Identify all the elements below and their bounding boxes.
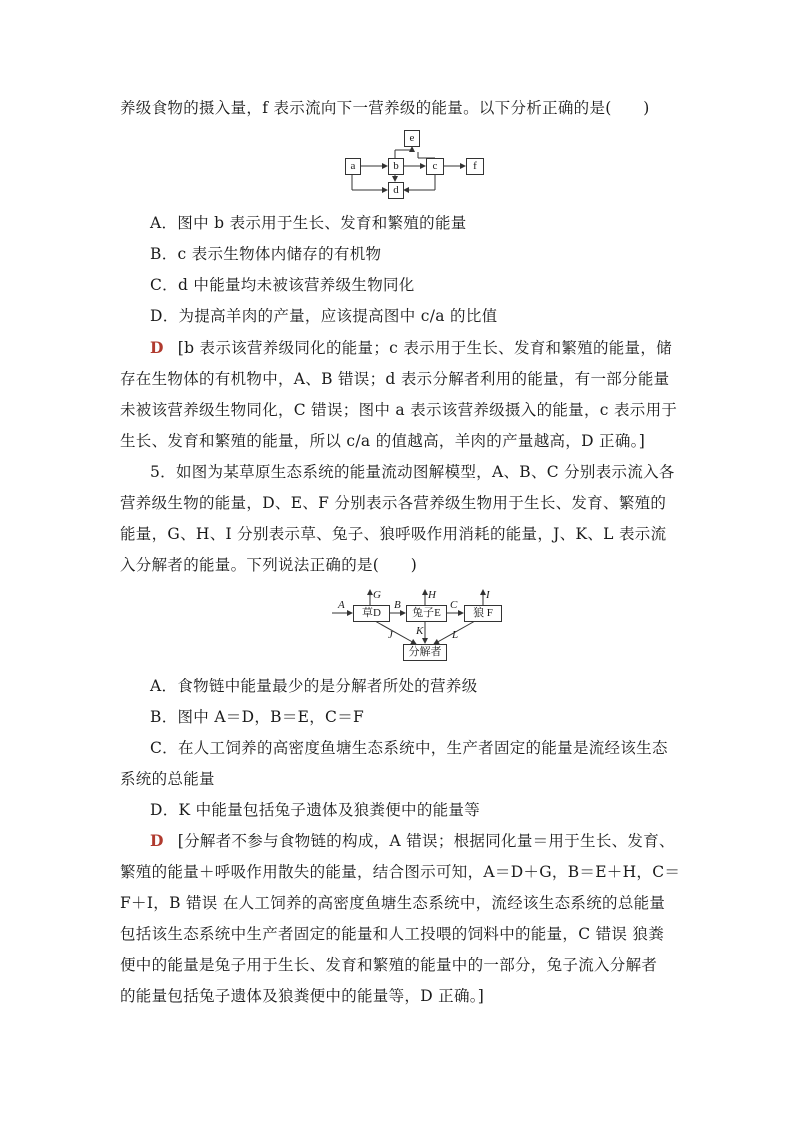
node-grass: 草D xyxy=(353,605,390,622)
node-e: e xyxy=(404,130,420,147)
label-K: K xyxy=(416,625,424,637)
label-G: G xyxy=(373,589,381,601)
label-A: A xyxy=(338,599,345,611)
q5-option-a: A．食物链中能量最少的是分解者所处的营养级 xyxy=(150,677,478,695)
q5-stem-line-2: 营养级生物的能量，D、E、F 分别表示各营养级生物用于生长、发育、繁殖的 xyxy=(120,494,667,512)
q5-stem-line-3: 能量，G、H、I 分别表示草、兔子、狼呼吸作用消耗的能量，J、K、L 表示流 xyxy=(120,525,667,543)
q4-option-b: B．c 表示生物体内储存的有机物 xyxy=(150,245,382,263)
question-intro-line: 养级食物的摄入量，f 表示流向下一营养级的能量。以下分析正确的是( ) xyxy=(120,99,650,117)
q5-option-d: D．K 中能量包括兔子遗体及狼粪便中的能量等 xyxy=(150,801,481,819)
q5-explanation-line-4: 包括该生态系统中生产者固定的能量和人工投喂的饲料中的能量，C 错误 狼粪 xyxy=(120,925,665,943)
q4-answer-letter: D xyxy=(150,338,164,357)
node-f: f xyxy=(466,158,484,175)
q5-option-c-line-2: 系统的总能量 xyxy=(120,770,215,788)
node-rabbit: 兔子E xyxy=(406,605,447,622)
q5-energy-flow-diagram xyxy=(330,585,510,665)
q5-explanation-line-5: 便中的能量是兔子用于生长、发育和繁殖的能量中的一部分，兔子流入分解者 xyxy=(120,956,658,974)
q5-explanation-line-6: 的能量包括兔子遗体及狼粪便中的能量等，D 正确。] xyxy=(120,987,485,1005)
node-wolf: 狼 F xyxy=(464,605,502,622)
label-B: B xyxy=(394,599,401,611)
label-C: C xyxy=(450,599,458,611)
q5-explanation-line-1 xyxy=(150,831,684,851)
q5-option-b: B．图中 A＝D，B＝E，C＝F xyxy=(150,708,365,726)
q5-option-c-line-1: C．在人工饲养的高密度鱼塘生态系统中，生产者固定的能量是流经该生态 xyxy=(150,739,668,757)
label-L: L xyxy=(452,629,459,641)
node-d: d xyxy=(388,182,404,199)
node-c: c xyxy=(426,158,444,175)
q5-explanation-text-1: [分解者不参与食物链的构成，A 错误；根据同化量＝用于生长、发育、 xyxy=(177,832,675,850)
q4-explanation-line-3: 未被该营养级生物同化，C 错误；图中 a 表示该营养级摄入的能量，c 表示用于 xyxy=(120,401,678,419)
node-a: a xyxy=(345,158,361,175)
q4-explanation-line-4: 生长、发育和繁殖的能量，所以 c/a 的值越高，羊肉的产量越高，D 正确。] xyxy=(120,432,646,450)
q5-stem-line-1: 5．如图为某草原生态系统的能量流动图解模型，A、B、C 分别表示流入各 xyxy=(150,463,675,481)
q5-answer-letter: D xyxy=(150,831,164,850)
label-J: J xyxy=(388,629,393,641)
node-decomposer: 分解者 xyxy=(403,644,447,661)
q4-explanation-text-1: [b 表示该营养级同化的能量；c 表示用于生长、发育和繁殖的能量，储 xyxy=(177,339,672,357)
q5-explanation-line-2: 繁殖的能量＋呼吸作用散失的能量，结合图示可知，A＝D＋G，B＝E＋H，C＝ xyxy=(120,863,681,881)
q4-option-d: D．为提高羊肉的产量，应该提高图中 c/a 的比值 xyxy=(150,307,498,325)
q5-explanation-line-3: F＋I，B 错误 在人工饲养的高密度鱼塘生态系统中，流经该生态系统的总能量 xyxy=(120,894,666,912)
node-b: b xyxy=(388,158,404,175)
q4-option-c: C．d 中能量均未被该营养级生物同化 xyxy=(150,276,415,294)
label-I: I xyxy=(486,589,490,601)
q4-option-a: A．图中 b 表示用于生长、发育和繁殖的能量 xyxy=(150,214,467,232)
q4-explanation-line-1 xyxy=(150,338,684,358)
label-H: H xyxy=(428,589,436,601)
q4-explanation-line-2: 存在生物体的有机物中，A、B 错误；d 表示分解者利用的能量，有一部分能量 xyxy=(120,370,670,388)
q5-stem-line-4: 入分解者的能量。下列说法正确的是( ) xyxy=(120,556,418,574)
q4-energy-flow-diagram xyxy=(330,128,500,200)
